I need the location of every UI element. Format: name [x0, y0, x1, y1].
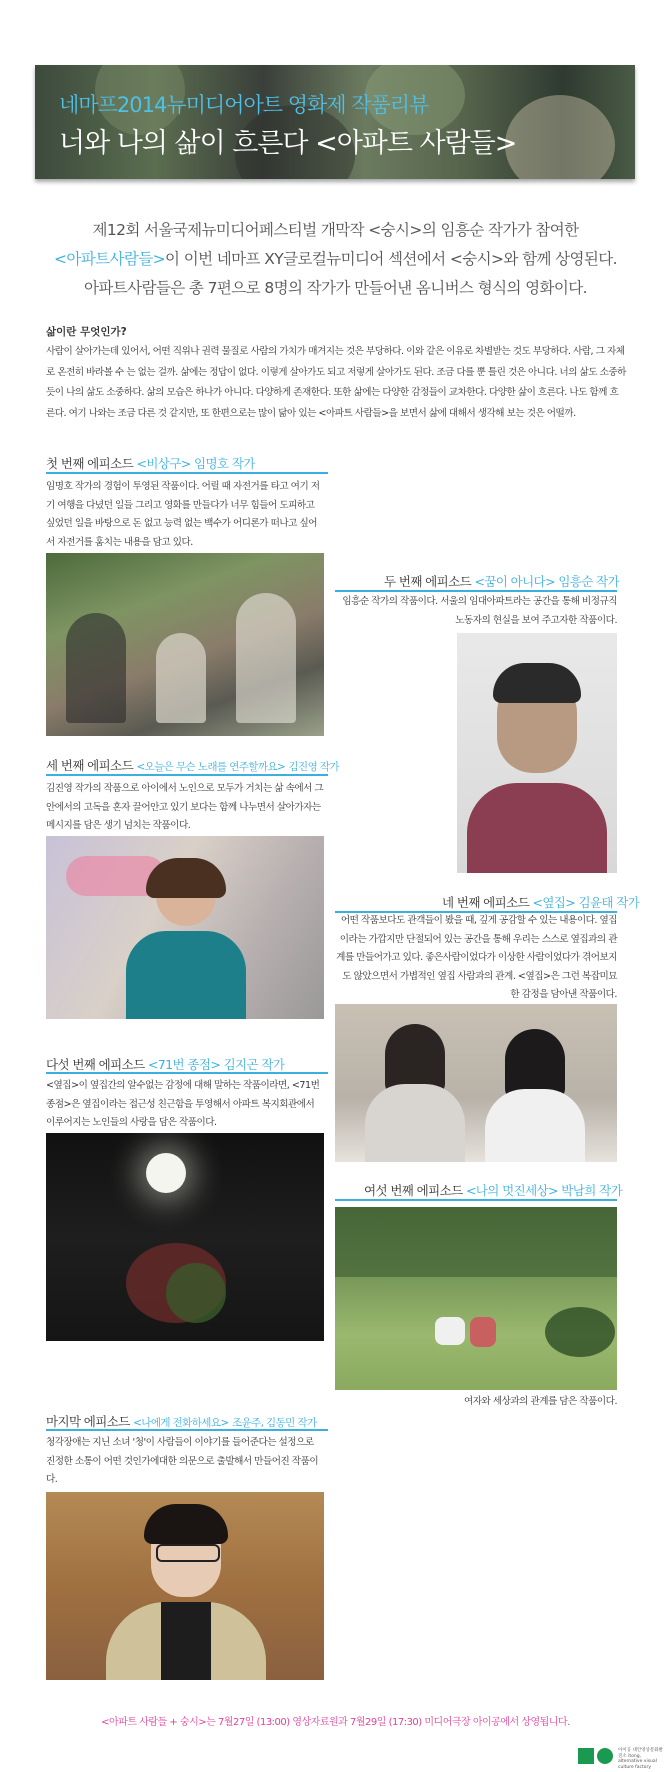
episode-6-divider — [335, 1199, 617, 1201]
episode-3-heading: 세 번째 에피소드 <오늘은 무슨 노래를 연주할까요> 김진영 작가 — [46, 758, 339, 773]
header-subtitle: 네마프2014뉴미디어아트 영화제 작품리뷰 — [59, 93, 429, 117]
episode-4-photo — [335, 1004, 617, 1162]
episode-3-photo — [46, 836, 324, 1019]
logo-circle-icon — [597, 1748, 613, 1764]
episode-2-photo — [457, 633, 617, 873]
intro-line-1: 제12회 서울국제뉴미디어페스티벌 개막작 <숭시>의 임흥순 작가가 참여한 — [92, 221, 579, 239]
episode-3-divider — [46, 774, 328, 776]
episode-4-text: 어떤 작품보다도 관객들이 봤을 때, 깊게 공감할 수 있는 내용이다. 옆집 이라는 가깝지만 단절되어 있는 공간을 통해 우리는 스스로 옆집과의 관계를 만들어가고 있다. 좋은사람이었다가 이상한 사람이었다가 겪어보지도 않았으면서 가볍적인 옆집 사람과의 관계. <옆집>은 그런 복잡미묘한 감정을 담아낸 작품이다. — [336, 915, 617, 1000]
header-title: 너와 나의 삶이 흐른다 <아파트 사람들> — [59, 128, 517, 159]
intro-line-2: <아파트사람들>이 이번 네마프 XY글로컬뉴미디어 섹션에서 <숭시>와 함께 상영된다. — [54, 250, 617, 268]
episode-1-photo — [46, 553, 324, 736]
episode-6-heading: 여섯 번째 에피소드 <나의 멋진세상> 박남희 작가 — [364, 1183, 623, 1198]
episode-1-divider — [46, 472, 328, 474]
intro-line-3: 아파트사람들은 총 7편으로 8명의 작가가 만들어낸 옴니버스 형식의 영화이다. — [83, 279, 588, 297]
episode-1-text: 임명호 작가의 경험이 투영된 작품이다. 어릴 때 자전거를 타고 여기 저기 여행을 다녔던 일들 그리고 영화를 만들다가 너무 힘들어 도피하고 싶었던 일을 바탕으로 돈 없고 능력 없는 백수가 어디론가 떠나고 싶어서 자전거를 훔치는 내용을 담고 있다. — [46, 481, 320, 548]
episode-2-heading: 두 번째 에피소드 <꿈이 아니다> 임흥순 작가 — [384, 574, 620, 589]
logo-text: 아이공 대안영상문화발전소 itong, alternative visual culture factory — [618, 1748, 663, 1770]
episode-5-text: <옆집>이 옆집간의 알수없는 감정에 대해 말하는 작품이라면, <71번 종점>은 옆집이라는 접근성 친근함을 투영해서 아파트 복지회관에서 이루어지는 노인들의 사랑을 담은 작품이다. — [46, 1080, 320, 1128]
screening-footer: <아파트 사람들 + 숭시>는 7월27일 (13:00) 영상자료원과 7월29일 (17:30) 미디어극장 아이공에서 상영됩니다. — [101, 1717, 570, 1728]
episode-2-divider — [335, 590, 617, 592]
episode-4-heading: 네 번째 에피소드 <옆집> 김윤태 작가 — [442, 895, 640, 910]
episode-1-heading: 첫 번째 에피소드 <비상구> 임명호 작가 — [46, 456, 255, 471]
episode-7-heading: 마지막 에피소드 <나에게 전화하세요> 조윤주, 김동민 작가 — [46, 1414, 317, 1429]
episode-6-text: 여자와 세상과의 관계를 담은 작품이다. — [463, 1396, 617, 1407]
episode-5-photo — [46, 1133, 324, 1341]
episode-5-heading: 다섯 번째 에피소드 <71번 종점> 김지곤 작가 — [46, 1057, 285, 1072]
episode-7-divider — [46, 1429, 328, 1431]
header-banner — [35, 65, 635, 179]
episode-5-divider — [46, 1072, 328, 1074]
episode-3-text: 김진영 작가의 작품으로 아이에서 노인으로 모두가 거치는 삶 속에서 그 안에서의 고독을 혼자 끌어안고 있기 보다는 함께 나누면서 살아가자는 메시지를 담은 생기 넘치는 작품이다. — [46, 783, 324, 831]
logo-square-icon — [578, 1748, 594, 1764]
episode-2-text: 임흥순 작가의 작품이다. 서울의 임대아파트라는 공간을 통해 비정규직 노동자의 현실을 보여 주고자한 작품이다. — [342, 596, 617, 626]
episode-7-photo — [46, 1492, 324, 1680]
question-heading: 삶이란 무엇인가? — [46, 326, 127, 338]
episode-6-photo — [335, 1207, 617, 1390]
intro — [0, 216, 671, 303]
episode-7-text: 청각장애는 지닌 소녀 '청'이 사람들이 이야기를 들어준다는 설정으로 진정한 소통이 어떤 것인가에대한 의문으로 출발해서 만들어진 작품이다. — [46, 1437, 319, 1485]
intro-paragraph: 사람이 살아가는데 있어서, 어떤 직위나 권력 물질로 사람의 가치가 매겨지는 것은 부당하다. 이와 같은 이유로 차별받는 것도 부당하다. 사람, 그 자체로 온전히 바라볼 수 는 없는 걸까. 삶에는 정답이 없다. 이렇게 살아가도 되고 저렇게 살아가도 된다. 조금 다를 뿐 틀린 것은 아니다. 너의 삶도 소중하듯이 나의 삶도 소중하다. 삶의 모습은 하나가 아니다. 다양하게 존재한다. 또한 삶에는 다양한 감정들이 교차한다. 다양한 삶이 흐른다. 나도 함께 흐른다. 여기 나와는 조금 다른 것 같지만, 또 한편으로는 많이 닮아 있는 <아파트 사람들>을 보면서 삶에 대해서 생각해 보는 것은 어떨까. — [46, 346, 626, 419]
